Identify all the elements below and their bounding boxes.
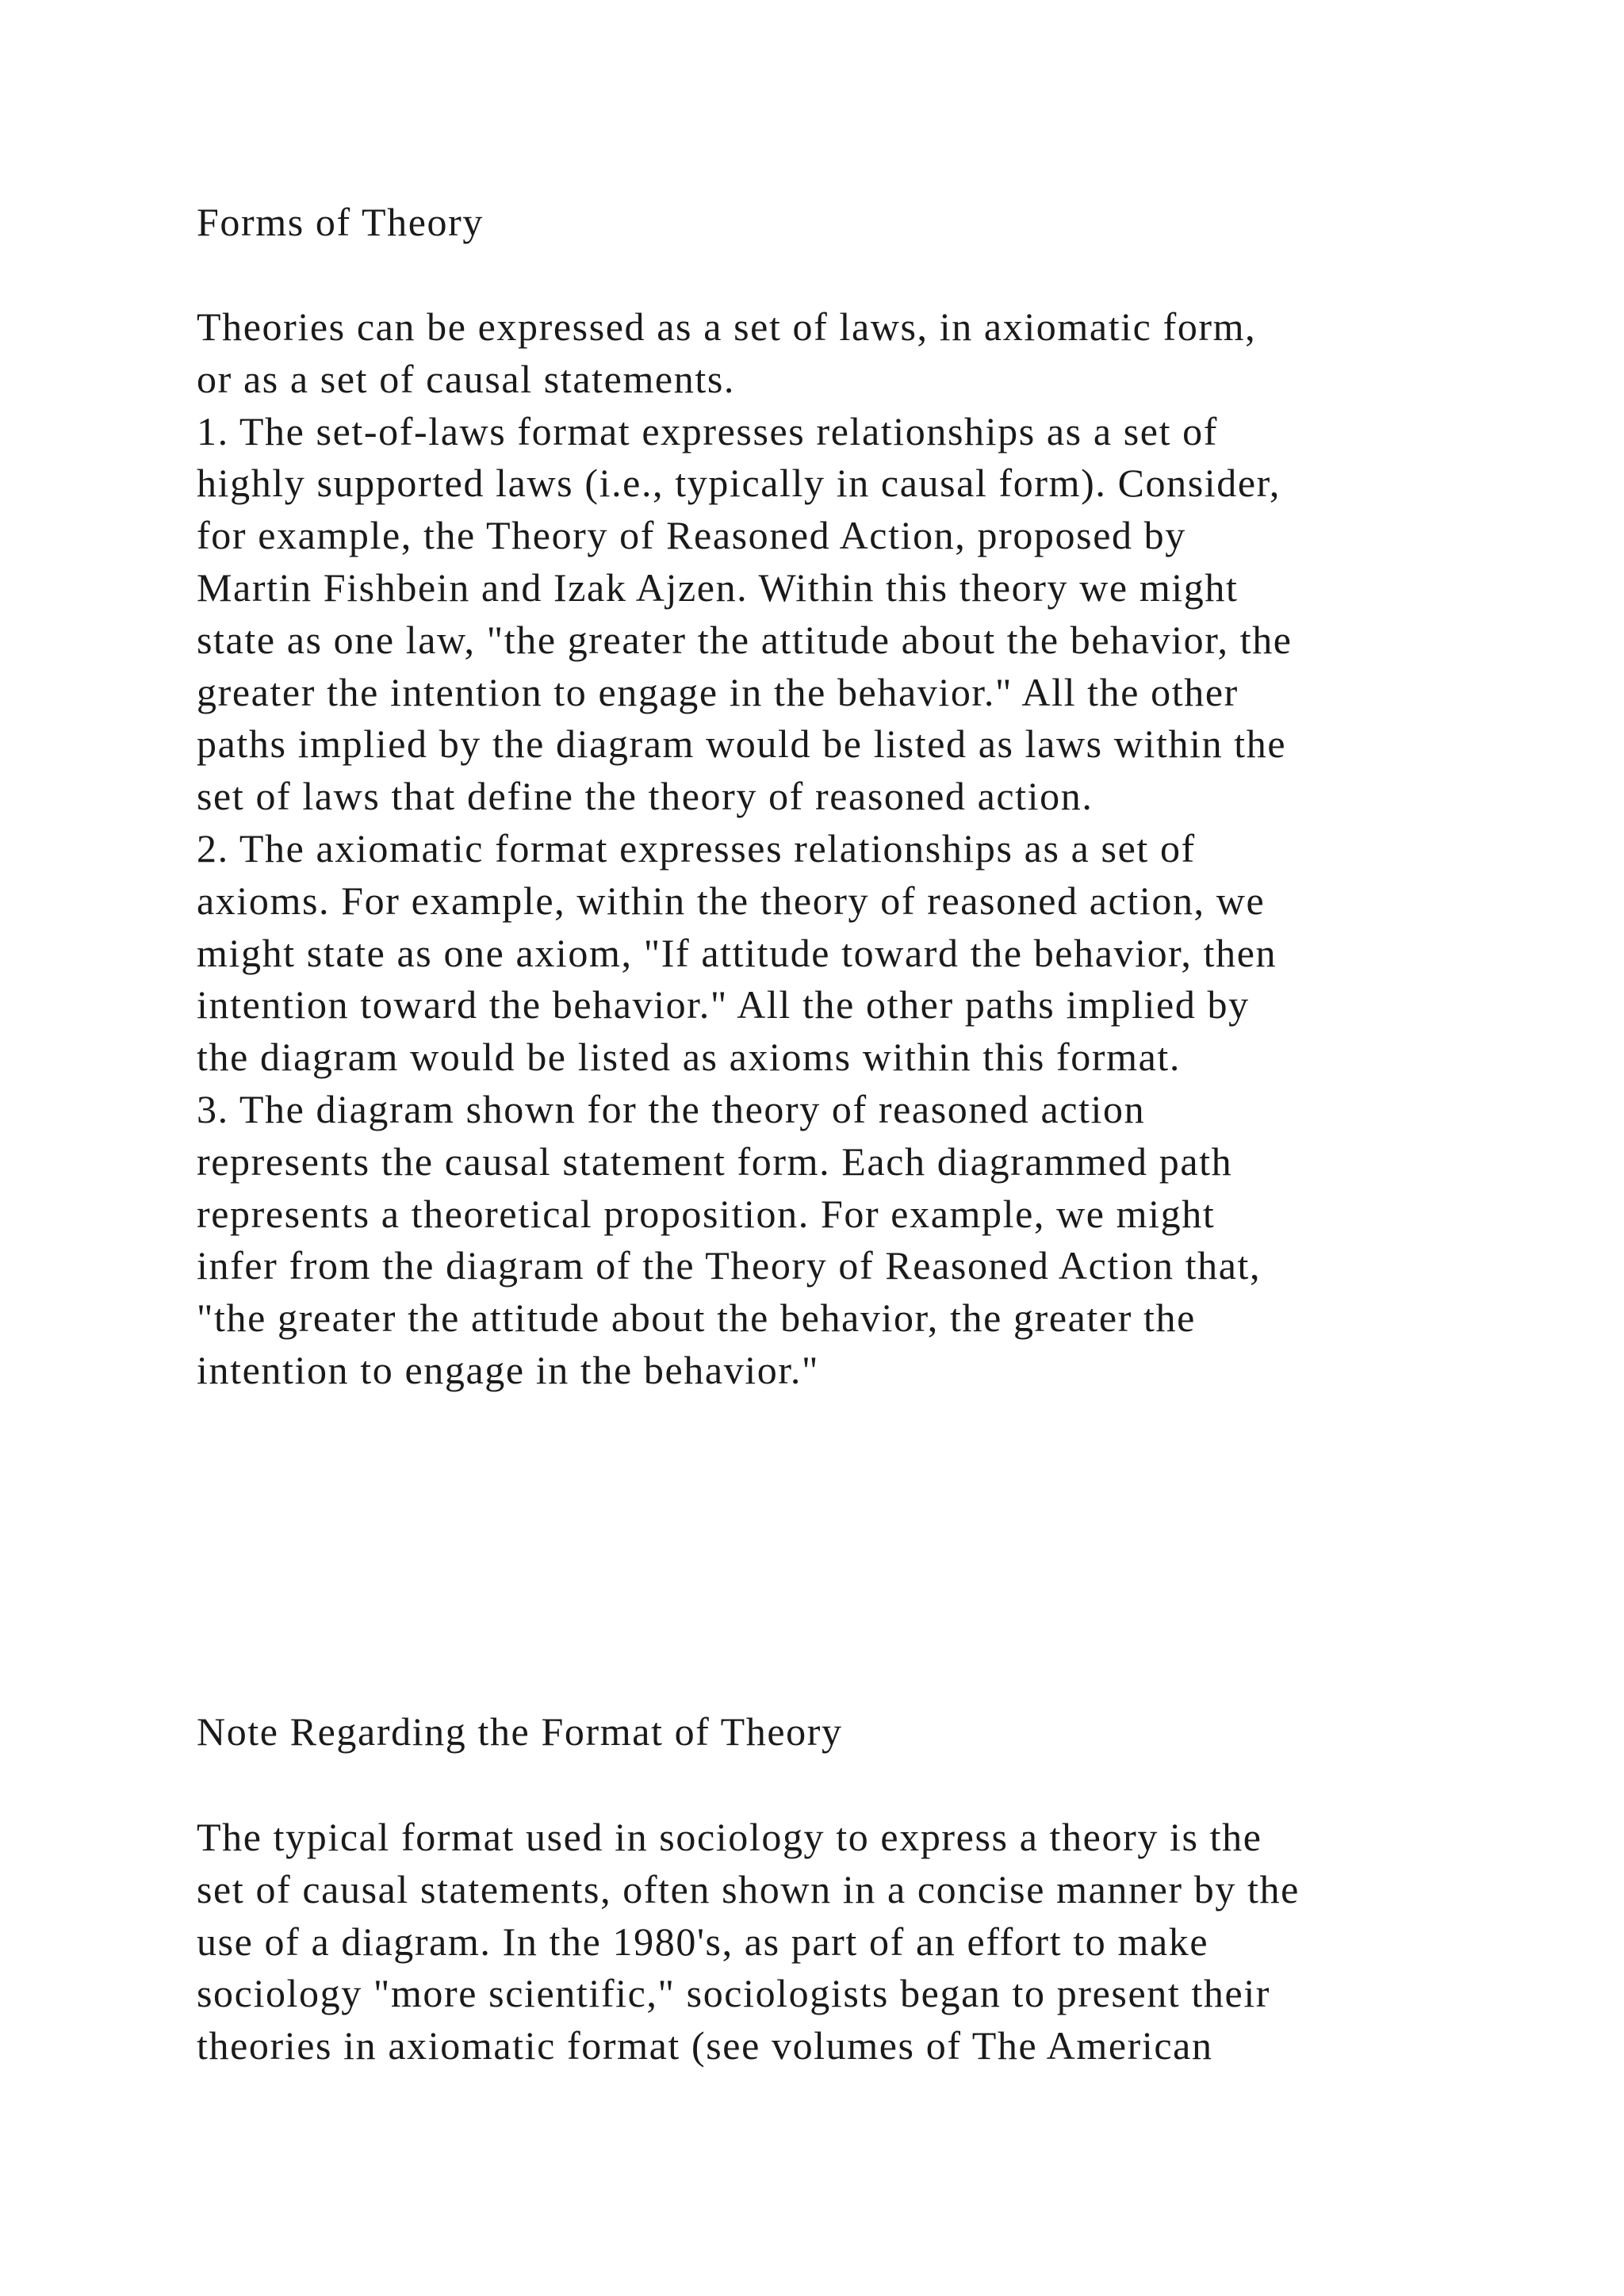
body-line: represents the causal statement form. Each diagrammed path	[197, 1138, 1233, 1184]
body-line: state as one law, "the greater the attitude about the behavior, the	[197, 617, 1293, 662]
body-line: 1. The set-of-laws format expresses relationships as a set of	[197, 408, 1219, 453]
body-line: Martin Fishbein and Izak Ajzen. Within this theory we might	[197, 564, 1239, 610]
body-line: theories in axiomatic format (see volumes of The American	[197, 2023, 1213, 2068]
body-line: might state as one axiom, "If attitude toward the behavior, then	[197, 930, 1277, 975]
body-line: 2. The axiomatic format expresses relationships as a set of	[197, 825, 1196, 871]
body-line: sociology "more scientific," sociologists began to present their	[197, 1971, 1271, 2016]
body-line: intention toward the behavior." All the other paths implied by	[197, 982, 1250, 1027]
body-line: axioms. For example, within the theory of reasoned action, we	[197, 878, 1266, 923]
section-heading	[197, 197, 1529, 249]
heading-text: Forms of Theory	[197, 200, 484, 244]
body-line: Theories can be expressed as a set of laws, in axiomatic form,	[197, 304, 1257, 349]
section-body	[197, 1812, 1529, 2072]
body-line: intention to engage in the behavior."	[197, 1347, 819, 1392]
body-line: paths implied by the diagram would be listed as laws within the	[197, 721, 1287, 767]
body-line: 3. The diagram shown for the theory of reasoned action	[197, 1086, 1146, 1131]
body-line: highly supported laws (i.e., typically in causal form). Consider,	[197, 461, 1281, 506]
body-line: for example, the Theory of Reasoned Action, proposed by	[197, 513, 1186, 558]
body-line: the diagram would be listed as axioms within this format.	[197, 1035, 1182, 1080]
heading-text: Note Regarding the Format of Theory	[197, 1709, 843, 1754]
body-line: set of laws that define the theory of reasoned action.	[197, 774, 1094, 819]
body-line: The typical format used in sociology to express a theory is the	[197, 1815, 1262, 1859]
section-heading	[197, 1706, 1529, 1758]
body-line: infer from the diagram of the Theory of Reasoned Action that,	[197, 1243, 1262, 1288]
body-line: or as a set of causal statements.	[197, 356, 735, 401]
body-line: set of causal statements, often shown in a concise manner by the	[197, 1866, 1300, 1911]
section-body	[197, 301, 1529, 1397]
body-line: represents a theoretical proposition. For example, we might	[197, 1191, 1216, 1236]
body-line: "the greater the attitude about the behavior, the greater the	[197, 1295, 1196, 1341]
body-line: use of a diagram. In the 1980's, as part of an effort to make	[197, 1919, 1209, 1964]
body-line: greater the intention to engage in the behavior." All the other	[197, 669, 1239, 714]
